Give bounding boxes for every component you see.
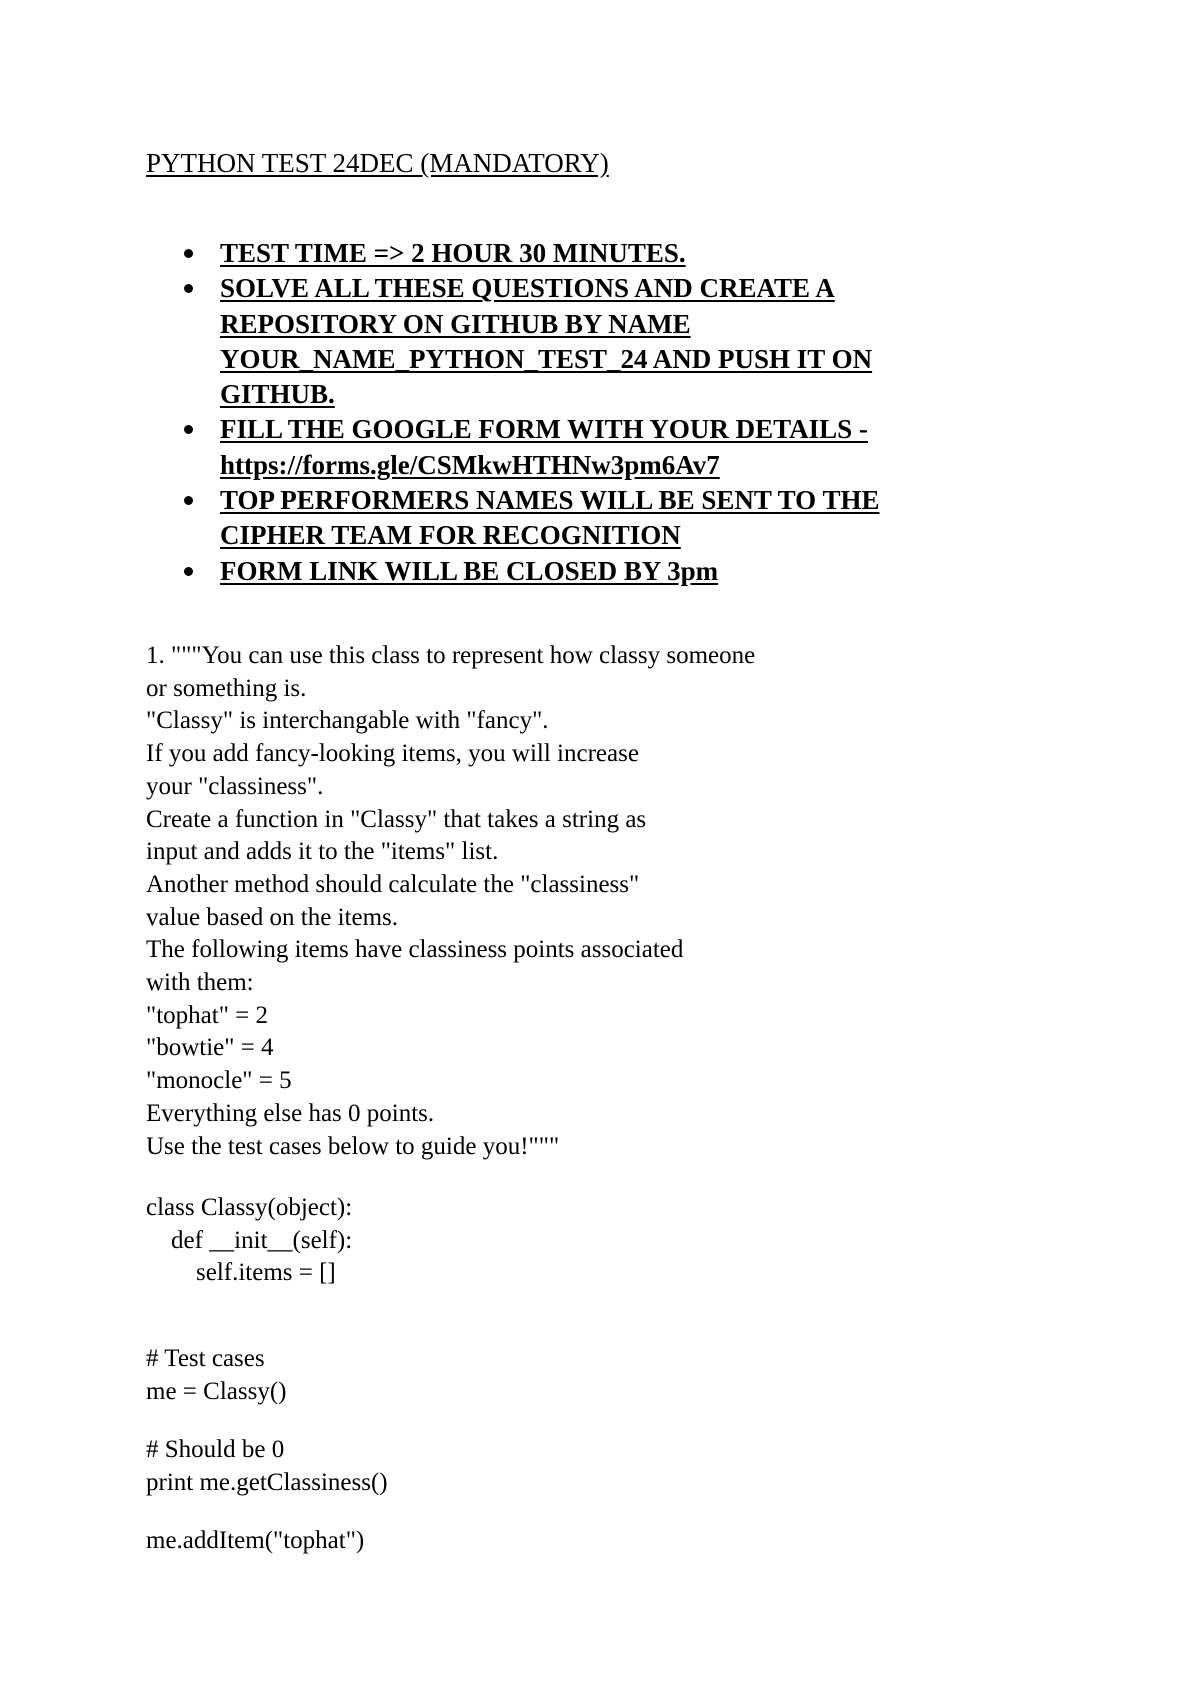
bullet-dot-icon [184,567,193,576]
instruction-line: TEST TIME => 2 HOUR 30 MINUTES. [220,238,686,268]
instruction-line: FILL THE GOOGLE FORM WITH YOUR DETAILS - [220,414,868,445]
class-code-block [146,1192,1096,1290]
instruction-solve-questions [146,271,1046,412]
question-line: "monocle" = 5 [146,1067,292,1095]
instruction-line: REPOSITORY ON GITHUB BY NAME [220,308,691,339]
question-line: If you add fancy-looking items, you will increase [146,740,639,768]
question-line: 1. """You can use this class to represent how classy someone [146,642,756,669]
instruction-line: TOP PERFORMERS NAMES WILL BE SENT TO THE [220,485,880,516]
code-line: me.addItem("tophat") [146,1527,365,1554]
code-line: # Should be 0 [146,1436,285,1463]
question-line: input and adds it to the "items" list. [146,838,499,866]
question-line: with them: [146,969,254,997]
instruction-test-time [146,236,1046,271]
code-line: # Test cases [146,1345,265,1372]
question-line: Another method should calculate the "classiness" [146,870,640,898]
bullet-dot-icon [184,284,193,293]
code-line: def __init__(self): [146,1226,353,1254]
bullet-dot-icon [184,425,193,434]
instruction-line: YOUR_NAME_PYTHON_TEST_24 AND PUSH IT ON [220,343,873,374]
instruction-line: CIPHER TEAM FOR RECOGNITION [220,520,681,551]
question-line: Everything else has 0 points. [146,1099,435,1127]
add-item-block [146,1525,1096,1558]
test-cases-block [146,1343,1096,1408]
question-line: Create a function in "Classy" that takes a string as [146,805,647,833]
question-line: or something is. [146,674,307,702]
question-line: "Classy" is interchangable with "fancy". [146,707,549,735]
instruction-line: GITHUB. [220,379,335,410]
question-line: your "classiness". [146,772,324,800]
code-line: print me.getClassiness() [146,1468,388,1496]
instruction-google-form [146,412,1046,483]
document-title: PYTHON TEST 24DEC (MANDATORY) [146,148,609,178]
question-line: The following items have classiness points associated [146,936,684,964]
question-line: Use the test cases below to guide you!""" [146,1132,560,1160]
instructions-list [146,236,1046,589]
question-line: "tophat" = 2 [146,1001,268,1029]
bullet-dot-icon [184,496,193,505]
instruction-line: SOLVE ALL THESE QUESTIONS AND CREATE A [220,273,835,304]
instruction-line: FORM LINK WILL BE CLOSED BY 3pm [220,555,719,586]
question-line: value based on the items. [146,903,399,931]
question-description [146,640,1096,1163]
bullet-dot-icon [184,249,193,258]
code-line: self.items = [] [146,1259,336,1287]
code-line: class Classy(object): [146,1194,353,1221]
should-be-zero-block [146,1434,1096,1499]
form-link[interactable]: https://forms.gle/CSMkwHTHNw3pm6Av7 [220,449,720,480]
instruction-top-performers [146,483,1046,554]
instruction-form-closing [146,554,1046,589]
code-line: me = Classy() [146,1377,287,1405]
question-line: "bowtie" = 4 [146,1034,274,1062]
